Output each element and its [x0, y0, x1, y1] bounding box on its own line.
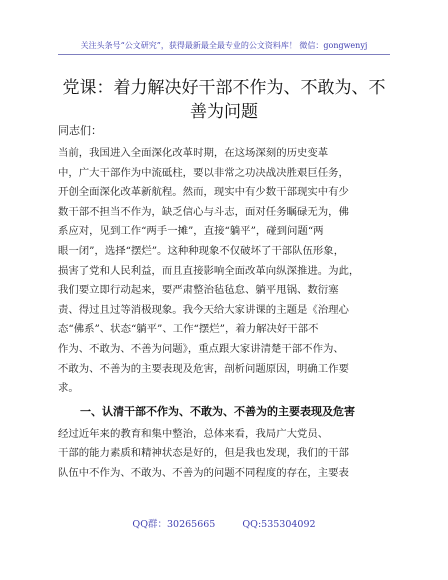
- paragraph-line: 经过近年来的教育和集中整治，总体来看，我局广大党员、: [58, 427, 329, 440]
- paragraph-line: 我们要立即行动起来，要严肃整治毡毡怠、躺平甩锅、数衍塞: [58, 284, 339, 297]
- body-text: [58, 144, 392, 484]
- paragraph-line: 作为、不敢为、不善为问题》，重点跟大家讲清楚干部不作为、: [58, 342, 344, 355]
- paragraph-line: 中，广大干部作为中流砥柱，要以非常之功决战决胜艰巨任务，: [58, 166, 349, 179]
- footer-qq-number: QQ:535304092: [242, 519, 316, 530]
- footer-qq-group: QQ群：30265665: [132, 519, 216, 530]
- header-banner: 关注头条号“公文研究”，获得最新最全最专业的公文资料库！ 微信：gongwenyj: [80, 41, 368, 50]
- paragraph-line: 责、得过且过等消极现象。我今天给大家讲课的主题是《治理心: [58, 303, 349, 316]
- paragraph-line: 态“佛系”、状态“躺平”、工作“摆烂”，着力解决好干部不: [58, 323, 319, 336]
- paragraph-line: 当前，我国进入全面深化改革时期，在这场深刻的历史变革: [58, 147, 329, 159]
- document-title: 党课：着力解决好干部不作为、不敢为、不善为问题: [62, 78, 386, 122]
- salutation: 同志们：: [58, 124, 102, 137]
- paragraph-line: 数干部不担当不作为，缺乏信心与斗志，面对任务瞩碌无为，佛: [58, 205, 349, 218]
- paragraph-line: 眼一闭”，选择“摆烂”。这种种现象不仅破坏了干部队伍形象，: [58, 244, 345, 257]
- paragraph-line: 不敢为、不善为的主要表现及危害，剖析问题原因，明确工作要: [58, 362, 349, 375]
- paragraph-line: 开创全面深化改革新航程。然而，现实中有少数干部现实中有少: [58, 186, 349, 199]
- paragraph-line: 损害了党和人民利益，而且直接影响全面改革向纵深推进。为此，: [58, 264, 360, 277]
- paragraph-line: 干部的能力素质和精神状态是好的，但是我也发现，我们的干部: [58, 447, 349, 460]
- paragraph-line: 系应对，见到工作“两手一摊”，直接“躺平”，碰到问题“两: [58, 225, 324, 238]
- header-divider: [58, 54, 390, 55]
- footer-contact: [0, 516, 448, 530]
- paragraph-line: 求。: [58, 382, 79, 395]
- paragraph-line: 队伍中不作为、不敢为、不善为的问题不同程度的存在，主要表: [58, 466, 349, 479]
- section-heading: 一、认清干部不作为、不敢为、不善为的主要表现及危害: [80, 404, 355, 418]
